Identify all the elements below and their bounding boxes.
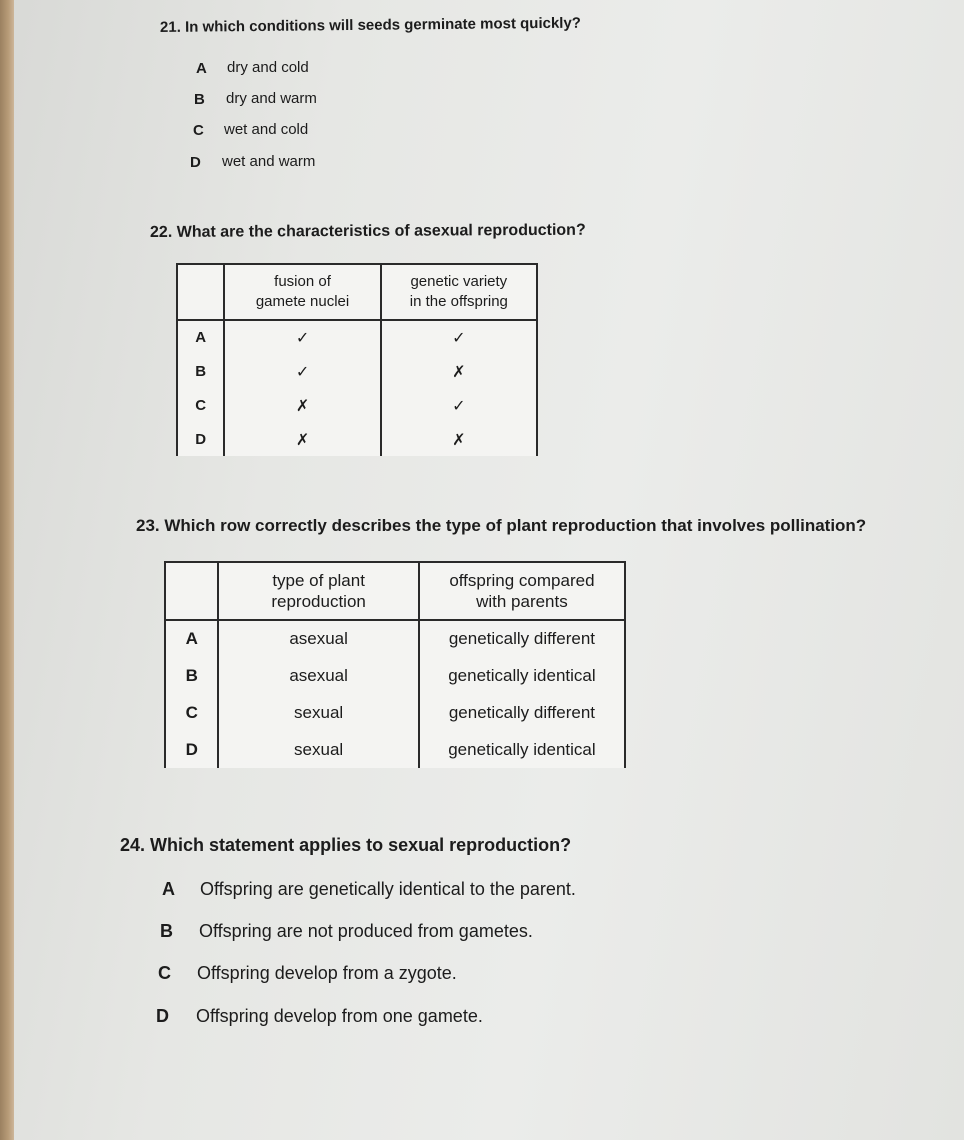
header-line: reproduction [271, 592, 366, 611]
question-number: 24. [120, 835, 146, 855]
row-letter: D [177, 422, 224, 456]
offspring-comparison: genetically identical [419, 731, 625, 768]
question-text: Which statement applies to sexual reproduction? [150, 835, 572, 855]
question-23-prompt [136, 516, 866, 536]
table-row [177, 354, 537, 388]
option-letter: D [156, 1006, 169, 1026]
table-row [165, 731, 625, 768]
header-line: genetic variety [410, 273, 508, 290]
offspring-comparison: genetically identical [419, 657, 625, 694]
option-letter: A [196, 60, 207, 77]
option-letter: C [158, 963, 171, 983]
table-header-row [177, 264, 537, 320]
exam-page [14, 0, 964, 1140]
reproduction-type: asexual [218, 657, 418, 694]
header-empty-cell [165, 562, 218, 620]
header-line: fusion of [274, 273, 331, 290]
option-letter: B [194, 91, 205, 108]
reproduction-type: sexual [218, 731, 418, 768]
question-21-prompt [160, 15, 581, 36]
option-letter: C [193, 122, 204, 139]
answer-table [164, 561, 626, 768]
tick-mark: ✓ [224, 354, 380, 388]
header-line: in the offspring [409, 293, 508, 310]
header-cell [419, 562, 625, 620]
header-cell [224, 264, 380, 320]
table-row [165, 694, 625, 731]
question-22-prompt [150, 222, 586, 242]
header-empty-cell [177, 264, 224, 320]
header-line: gamete nuclei [255, 293, 350, 310]
option-text: dry and cold [227, 59, 309, 76]
header-cell [381, 264, 537, 320]
table-row [165, 657, 625, 694]
row-letter: C [165, 694, 218, 731]
option-text: wet and cold [224, 121, 309, 138]
row-letter: A [165, 620, 218, 657]
header-line: offspring compared [449, 571, 595, 590]
option-text: dry and warm [226, 90, 317, 107]
cross-mark: ✗ [381, 422, 537, 456]
row-letter: B [177, 354, 224, 388]
header-line: with parents [476, 592, 568, 611]
header-line: type of plant [272, 571, 365, 590]
option-text: Offspring develop from a zygote. [197, 963, 457, 983]
row-letter: C [177, 388, 224, 422]
offspring-comparison: genetically different [419, 620, 625, 657]
tick-mark: ✓ [381, 320, 537, 354]
option-letter: D [190, 154, 201, 171]
reproduction-type: sexual [218, 694, 418, 731]
option-letter: B [160, 921, 173, 941]
reproduction-type: asexual [218, 620, 418, 657]
cross-mark: ✗ [381, 354, 537, 388]
row-letter: A [177, 320, 224, 354]
desk-edge [0, 0, 14, 1140]
answer-table [176, 263, 538, 456]
question-number: 23. [136, 516, 160, 535]
row-letter: D [165, 731, 218, 768]
option-text: Offspring develop from one gamete. [196, 1006, 483, 1026]
header-cell [218, 562, 418, 620]
option-letter: A [162, 879, 175, 899]
option-text: wet and warm [222, 153, 316, 170]
table-row [177, 388, 537, 422]
question-text: In which conditions will seeds germinate most quickly? [184, 14, 582, 36]
row-letter: B [165, 657, 218, 694]
table-row [177, 320, 537, 354]
question-text: Which row correctly describes the type of plant reproduction that involves pollination? [164, 516, 867, 535]
cross-mark: ✗ [224, 422, 380, 456]
question-number: 21. [159, 18, 181, 36]
question-text: What are the characteristics of asexual reproduction? [176, 221, 586, 241]
offspring-comparison: genetically different [419, 694, 625, 731]
tick-mark: ✓ [381, 388, 537, 422]
option-text: Offspring are not produced from gametes. [199, 921, 533, 941]
table-row [177, 422, 537, 456]
option-text: Offspring are genetically identical to the parent. [200, 879, 576, 899]
cross-mark: ✗ [224, 388, 380, 422]
table-row [165, 620, 625, 657]
question-number: 22. [149, 223, 173, 241]
table-header-row [165, 562, 625, 620]
question-24-prompt [120, 835, 571, 856]
tick-mark: ✓ [224, 320, 380, 354]
